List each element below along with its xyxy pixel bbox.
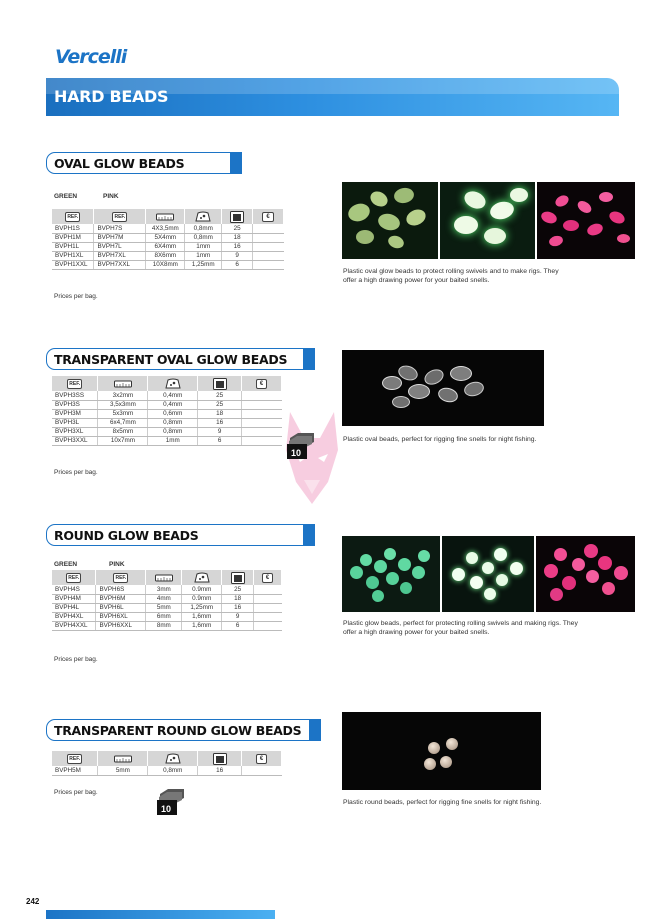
table-row: BVPH1M BVPH7M 5X4mm 0,8mm 18 — [52, 233, 284, 242]
table-row: BVPH1XXL BVPH7XXL 10X8mm 1,25mm 6 — [52, 260, 284, 269]
product-photo-transparent-round — [342, 712, 541, 790]
vercelli-logo — [54, 44, 138, 68]
package-quantity-icon — [213, 753, 227, 765]
prices-note: Prices per bag. — [54, 789, 98, 796]
svg-text:10: 10 — [291, 448, 302, 458]
table-row: BVPH3XXL 10x7mm 1mm 6 — [52, 436, 282, 445]
ruler-size-icon — [114, 755, 132, 763]
table-row: BVPH1S BVPH7S 4X3,5mm 0,8mm 25 — [52, 224, 284, 233]
section-title: ROUND GLOW BEADS — [54, 528, 199, 543]
table-row: BVPH3M 5x3mm 0,6mm 18 — [52, 409, 282, 418]
section-title: OVAL GLOW BEADS — [54, 156, 185, 171]
product-photo-transparent-oval — [342, 350, 544, 426]
package-10-icon — [286, 432, 316, 460]
section-tab — [303, 348, 315, 370]
ref-tag-icon: REF. — [69, 380, 81, 387]
table-header-row — [52, 209, 284, 224]
product-description: Plastic oval glow beads to protect rolling swivels and to make rigs. They offer a high drawing power for your baited snells. — [343, 268, 559, 285]
color-label-pink: PINK — [109, 561, 125, 568]
ref-tag-icon: REF. — [68, 574, 80, 581]
swivel-size-icon — [165, 378, 181, 389]
section-tab — [230, 152, 242, 174]
package-quantity-icon — [230, 211, 244, 223]
product-table-round-glow — [52, 570, 282, 631]
swivel-size-icon — [195, 211, 211, 222]
table-row: BVPH1L BVPH7L 6X4mm 1mm 16 — [52, 242, 284, 251]
product-photo-pink-oval — [537, 182, 635, 259]
euro-price-icon: € — [256, 754, 267, 764]
section-tab — [303, 524, 315, 546]
euro-price-icon: € — [262, 573, 273, 583]
product-table-transparent-round — [52, 751, 282, 776]
product-photo-green-round-glow — [442, 536, 534, 612]
table-header-row — [52, 570, 282, 585]
product-photo-pink-round — [536, 536, 635, 612]
product-photo-green-round — [342, 536, 440, 612]
table-row: BVPH4XXL BVPH6XXL 8mm 1,6mm 6 — [52, 621, 282, 630]
section-header-oval-glow — [46, 152, 242, 174]
svg-text:Vercelli: Vercelli — [55, 46, 127, 68]
color-label-green: GREEN — [54, 561, 78, 568]
prices-note: Prices per bag. — [54, 293, 98, 300]
section-title: TRANSPARENT OVAL GLOW BEADS — [54, 352, 288, 367]
section-tab — [309, 719, 321, 741]
ruler-size-icon — [155, 574, 173, 582]
package-quantity-icon — [231, 572, 245, 584]
table-row: BVPH3XL 8x5mm 0,8mm 9 — [52, 427, 282, 436]
euro-price-icon: € — [262, 212, 273, 222]
page-title-banner — [46, 78, 619, 116]
product-description: Plastic oval beads, perfect for rigging fine snells for night fishing. — [343, 436, 537, 443]
color-label-pink: PINK — [103, 193, 119, 200]
table-row: BVPH3S 3,5x3mm 0,4mm 25 — [52, 400, 282, 409]
color-label-green: GREEN — [54, 193, 78, 200]
product-description: Plastic round beads, perfect for rigging fine snells for night fishing. — [343, 799, 542, 806]
prices-note: Prices per bag. — [54, 656, 98, 663]
table-header-row — [52, 376, 282, 391]
product-table-transparent-oval — [52, 376, 282, 446]
section-title: TRANSPARENT ROUND GLOW BEADS — [54, 723, 302, 738]
footer-bar — [46, 910, 275, 919]
product-photo-green-oval — [342, 182, 438, 259]
table-row: BVPH5M 5mm 0,8mm 16 — [52, 766, 282, 775]
section-header-transparent-round — [46, 719, 321, 741]
euro-price-icon: € — [256, 379, 267, 389]
page-number: 242 — [26, 897, 40, 906]
table-row: BVPH3L 6x4,7mm 0,8mm 16 — [52, 418, 282, 427]
table-row: BVPH4S BVPH6S 3mm 0.9mm 25 — [52, 585, 282, 594]
product-photo-green-oval-glow — [440, 182, 535, 259]
ref-tag-icon: REF. — [115, 574, 127, 581]
ref-tag-icon: REF. — [69, 755, 81, 762]
svg-text:10: 10 — [161, 804, 172, 814]
table-row: BVPH3SS 3x2mm 0,4mm 25 — [52, 391, 282, 400]
package-quantity-icon — [213, 378, 227, 390]
table-header-row — [52, 751, 282, 766]
page-title: HARD BEADS — [54, 87, 169, 106]
ref-tag-icon: REF. — [67, 213, 79, 220]
swivel-size-icon — [165, 753, 181, 764]
package-10-icon — [156, 788, 186, 816]
table-row: BVPH4L BVPH6L 5mm 1,25mm 16 — [52, 603, 282, 612]
product-description: Plastic glow beads, perfect for protecting rolling swivels and making rigs. They offer a high drawing power for your baited snells. — [343, 620, 578, 637]
section-header-transparent-oval — [46, 348, 315, 370]
prices-note: Prices per bag. — [54, 469, 98, 476]
table-row: BVPH4XL BVPH6XL 6mm 1,6mm 9 — [52, 612, 282, 621]
ref-tag-icon: REF. — [114, 213, 126, 220]
table-row: BVPH4M BVPH6M 4mm 0.9mm 18 — [52, 594, 282, 603]
ruler-size-icon — [156, 213, 174, 221]
ruler-size-icon — [114, 380, 132, 388]
product-table-oval-glow — [52, 209, 284, 270]
swivel-size-icon — [194, 572, 210, 583]
table-row: BVPH1XL BVPH7XL 8X6mm 1mm 9 — [52, 251, 284, 260]
section-header-round-glow — [46, 524, 315, 546]
